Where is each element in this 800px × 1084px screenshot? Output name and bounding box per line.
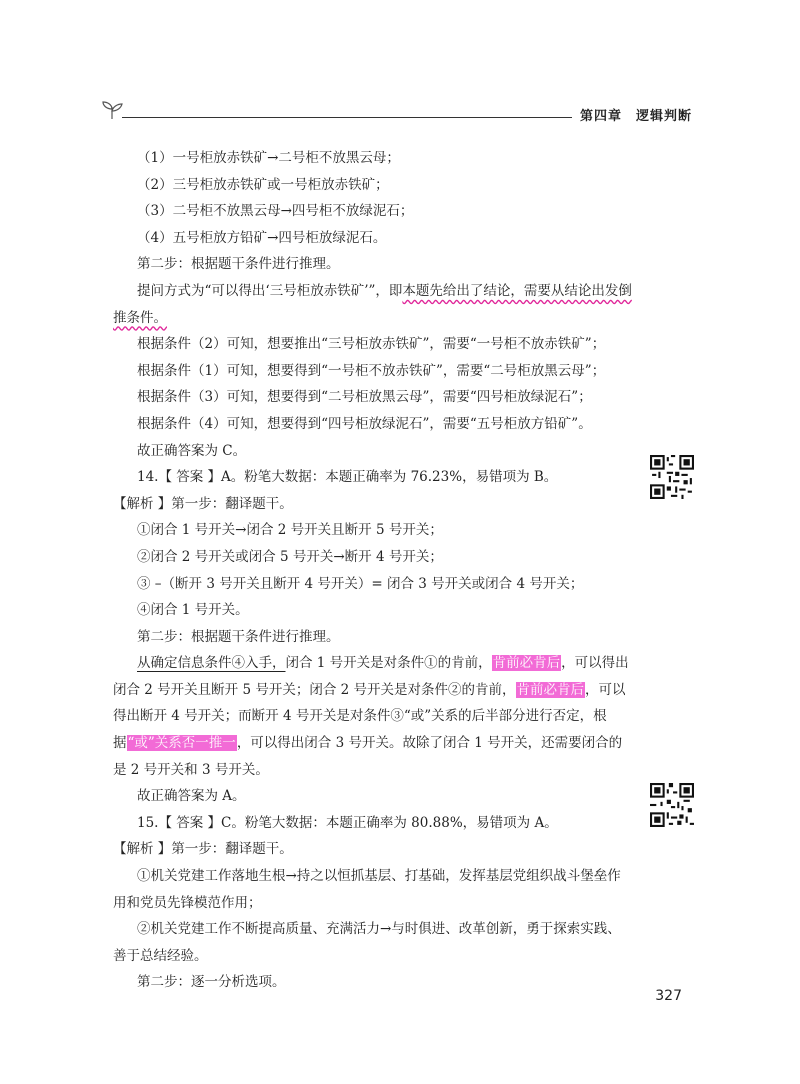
analysis-heading: 【解析 】第一步：翻译题干。: [113, 841, 293, 858]
highlight-text: “或”关系否一推一: [127, 735, 236, 752]
underlined-text: 本题先给出了结论，需要从结论出发倒推条件。: [113, 282, 632, 326]
reasoning-line: 根据条件（3）可知，想要得到“二号柜放黑云母”，需要“四号柜放绿泥石”；: [137, 389, 592, 406]
text-span: 闭合 1 号开关是对条件①的肯前，: [285, 655, 492, 672]
paragraph: [113, 278, 633, 331]
condition-line: （1）一号柜放赤铁矿→二号柜不放黑云母；: [137, 150, 400, 166]
question-answer: 14.【 答案 】A。粉笔大数据：本题正确率为 76.23%，易错项为 B。: [137, 469, 558, 486]
condition-line: （2）三号柜放赤铁矿或一号柜放赤铁矿；: [137, 176, 389, 193]
underlined-text: 从确定信息条件④入手，: [137, 655, 286, 672]
paragraph: [113, 650, 633, 783]
reasoning-line: 根据条件（4）可知，想要得到“四号柜放绿泥石”，需要“五号柜放方铅矿”。: [137, 415, 592, 432]
step-heading: 第二步：根据题干条件进行推理。: [137, 256, 340, 273]
page-body: [113, 145, 633, 996]
paragraph: ①机关党建工作落地生根→持之以恒抓基层、打基础，发挥基层党组织战斗堡垒作用和党员先锋模范作用；: [113, 868, 621, 911]
step-heading: 第二步：逐一分析选项。: [137, 974, 286, 991]
condition-line: ②闭合 2 号开关或闭合 5 号开关→断开 4 号开关；: [137, 548, 443, 565]
question-answer: 15.【 答案 】C。粉笔大数据：本题正确率为 80.88%，易错项为 A。: [137, 814, 558, 831]
highlight-text: 肯前必肯后: [516, 681, 585, 698]
page-number: 327: [655, 988, 682, 1004]
text-span: ，可以得出闭合 2 号开关且断开 5 号开关；闭合 2 号开关是对条件②的肯前，: [113, 655, 629, 698]
condition-line: （4）五号柜放方铅矿→四号柜放绿泥石。: [137, 229, 387, 246]
text-span: 提问方式为“可以得出‘三号柜放赤铁矿’”，即: [137, 282, 403, 299]
step-heading: 第二步：根据题干条件进行推理。: [137, 628, 340, 645]
highlight-text: 肯前必肯后: [492, 655, 561, 672]
condition-line: ①闭合 1 号开关→闭合 2 号开关且断开 5 号开关；: [137, 522, 443, 539]
sprout-icon: [100, 99, 126, 123]
answer-line: 故正确答案为 A。: [137, 788, 246, 805]
analysis-heading: 【解析 】第一步：翻译题干。: [113, 495, 293, 512]
qr-code-icon[interactable]: [650, 455, 694, 499]
reasoning-line: 根据条件（2）可知，想要推出“三号柜放赤铁矿”，需要“一号柜不放赤铁矿”；: [137, 336, 606, 353]
condition-line: （3）二号柜不放黑云母→四号柜不放绿泥石；: [137, 203, 414, 220]
paragraph: ②机关党建工作不断提高质量、充满活力→与时俱进、改革创新，勇于探索实践、善于总结经验。: [113, 921, 621, 964]
reasoning-line: 根据条件（1）可知，想要得到“一号柜不放赤铁矿”，需要“二号柜放黑云母”；: [137, 362, 606, 379]
chapter-title: 第四章 逻辑判断: [572, 105, 692, 124]
condition-line: ④闭合 1 号开关。: [137, 602, 249, 619]
text-span: ，可以得出闭合 3 号开关。故除了闭合 1 号开关，还需要闭合的是 2 号开关和 3 号开关。: [113, 735, 623, 778]
running-header: [100, 99, 700, 129]
condition-line: ③ –（断开 3 号开关且断开 4 号开关）= 闭合 3 号开关或闭合 4 号开关；: [137, 575, 584, 592]
qr-code-icon[interactable]: [650, 783, 694, 827]
text-span: ，可以得出断开 4 号开关；而断开 4 号开关是对条件③“或”关系的后半部分进行否定，根据: [113, 681, 626, 752]
answer-line: 故正确答案为 C。: [137, 442, 247, 459]
